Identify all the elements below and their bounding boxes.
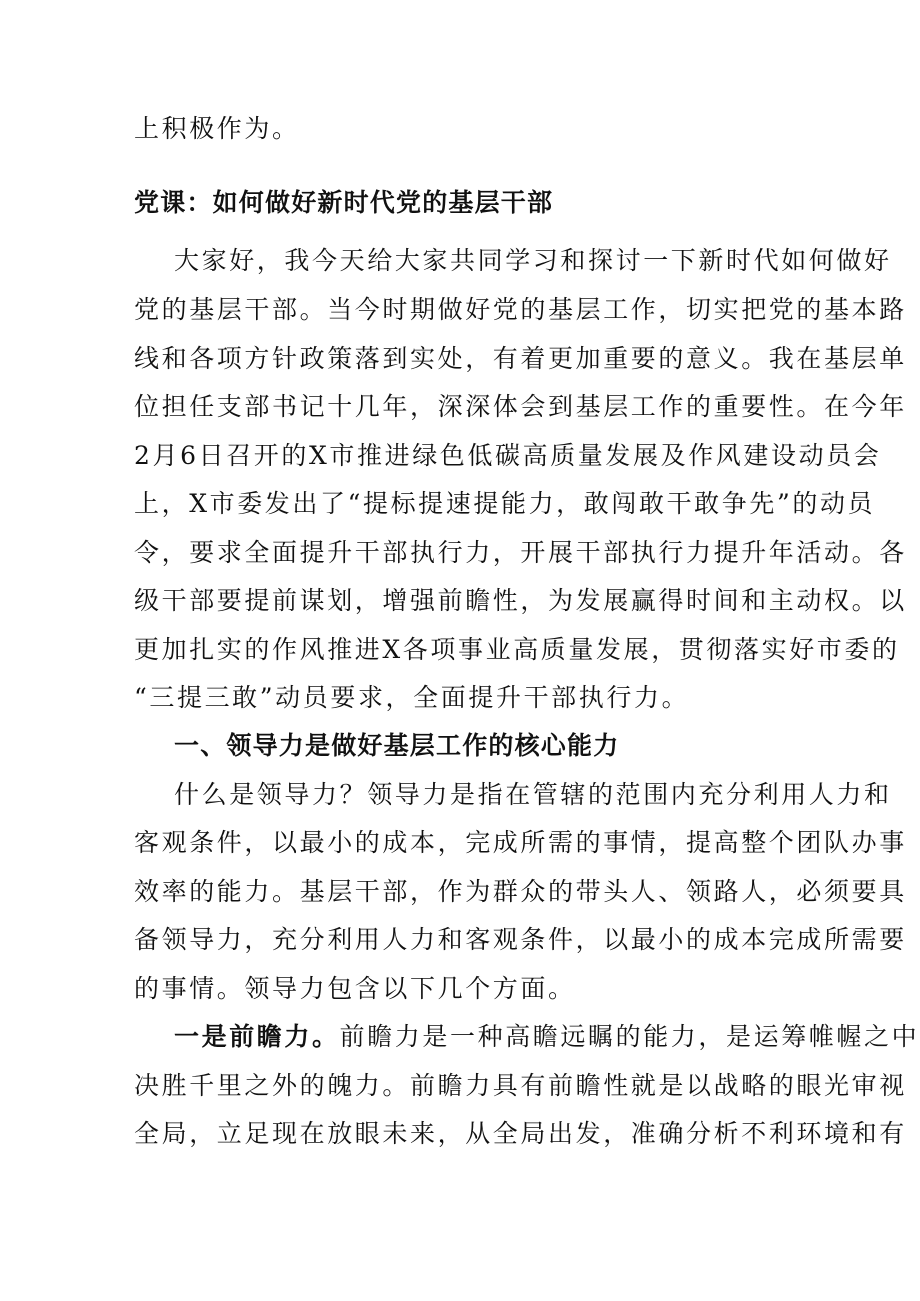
paragraph-line: 效率的能力。基层干部，作为群众的带头人、领路人，必须要具 [134,877,907,906]
paragraph-line: “三提三敢”动员要求，全面提升干部执行力。 [134,683,690,712]
document-title: 党课：如何做好新时代党的基层干部 [134,188,554,217]
paragraph-line: 2月6日召开的X市推进绿色低碳高质量发展及作风建设动员会 [134,441,882,470]
continuation-text: 上积极作为。 [134,114,300,143]
section-heading: 一、领导力是做好基层工作的核心能力 [174,731,620,760]
paragraph-line: 客观条件，以最小的成本，完成所需的事情，提高整个团队办事 [134,828,907,857]
paragraph-line: 什么是领导力？领导力是指在管辖的范围内充分利用人力和 [174,780,892,809]
paragraph-line: 决胜千里之外的魄力。前瞻力具有前瞻性就是以战略的眼光审视 [134,1071,907,1100]
paragraph-line: 上，X市委发出了“提标提速提能力，敢闯敢干敢争先”的动员 [134,489,876,518]
paragraph-line: 全局，立足现在放眼未来，从全局出发，准确分析不利环境和有 [134,1119,907,1148]
point-text: 前瞻力是一种高瞻远瞩的能力，是运筹帷幄之中 [339,1022,920,1051]
paragraph-line: 党的基层干部。当今时期做好党的基层工作，切实把党的基本路 [134,295,907,324]
paragraph-line: 大家好，我今天给大家共同学习和探讨一下新时代如何做好 [174,246,892,275]
paragraph-line: 的事情。领导力包含以下几个方面。 [134,974,576,1003]
point-lead: 一是前瞻力。 [174,1022,340,1051]
paragraph-line: 令，要求全面提升干部执行力，开展干部执行力提升年活动。各 [134,538,907,567]
paragraph-line [174,1021,919,1053]
paragraph-line: 级干部要提前谋划，增强前瞻性，为发展赢得时间和主动权。以 [134,586,907,615]
paragraph-line: 备领导力，充分利用人力和客观条件，以最小的成本完成所需要 [134,925,907,954]
paragraph-line: 线和各项方针政策落到实处，有着更加重要的意义。我在基层单 [134,344,907,373]
paragraph-line: 位担任支部书记十几年，深深体会到基层工作的重要性。在今年 [134,392,907,421]
paragraph-line: 更加扎实的作风推进X各项事业高质量发展，贯彻落实好市委的 [134,635,900,664]
